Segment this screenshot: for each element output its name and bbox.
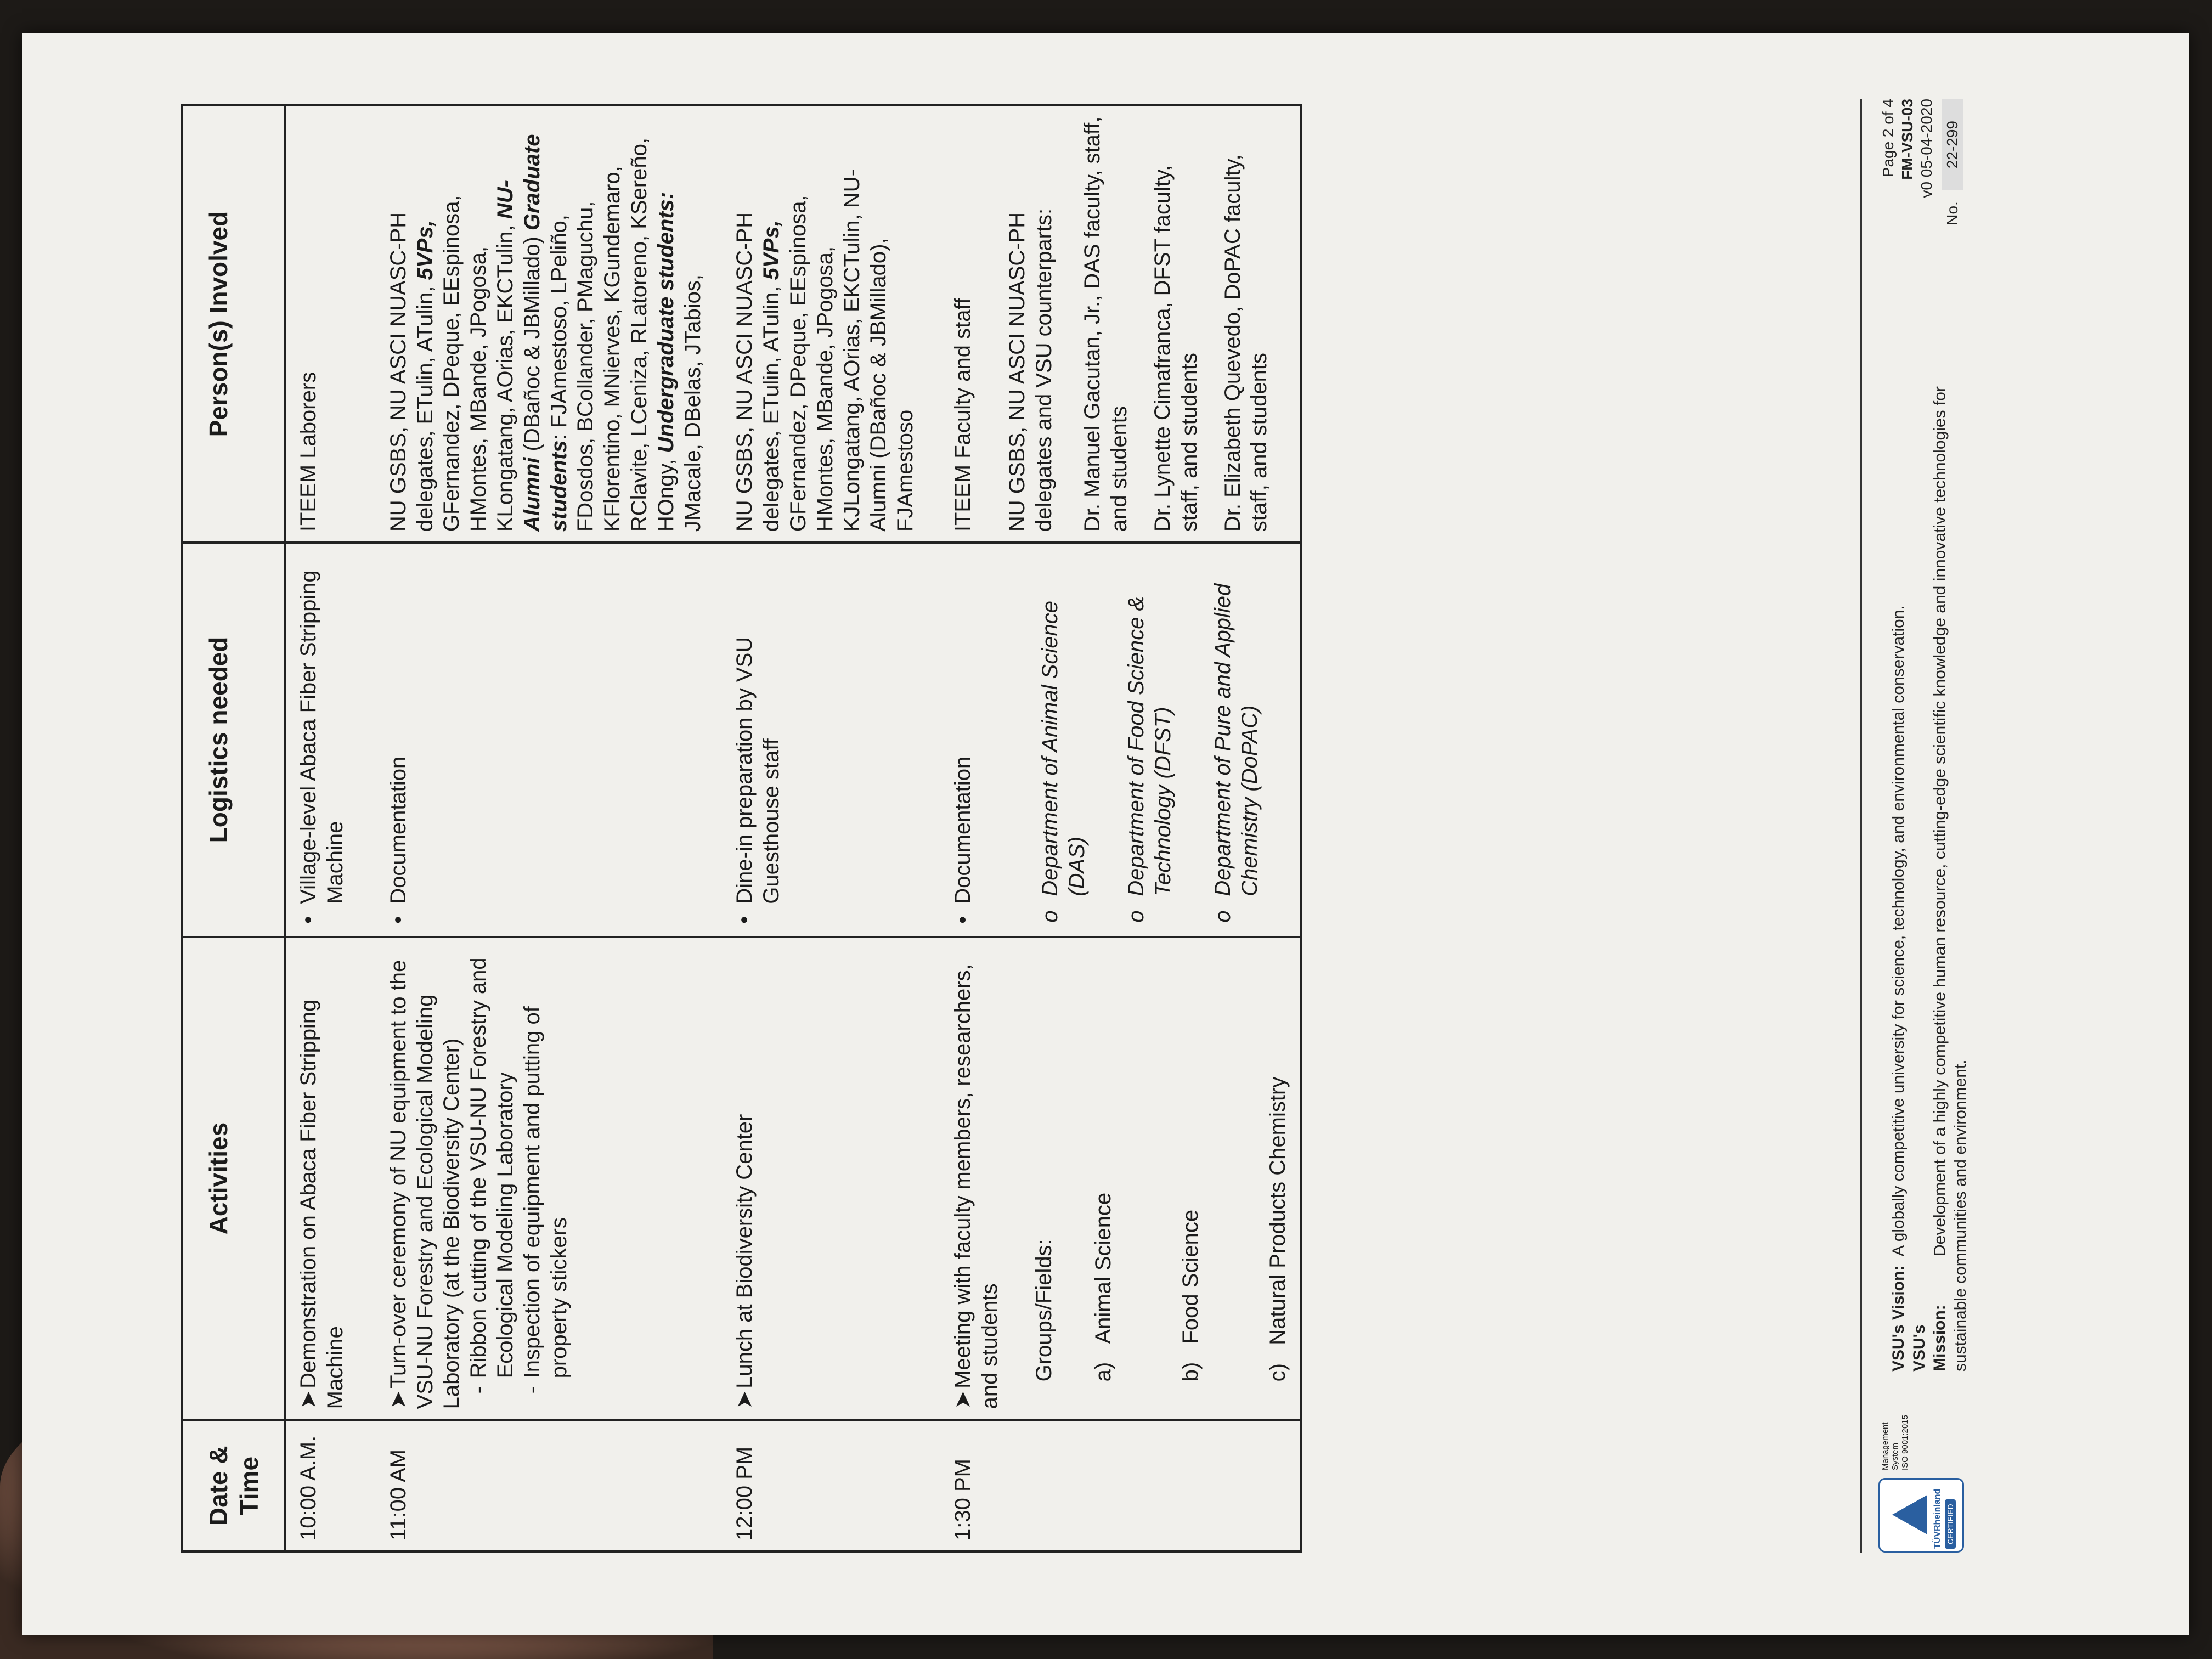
dept-item: o Department of Food Science & Technology (DFST) [1123,554,1177,926]
row-persons [715,105,928,543]
group-item [1177,948,1204,1409]
arrow-icon: ➤ [386,1390,410,1409]
mission-text: Development of a highly competitive human resource, cutting-edge scientific knowledge and innovative technologies for sustainable communities and environment. [1931,386,1970,1372]
persons-text: Dr. Lynette Cimafranca, DFST faculty, staff, and students [1150,165,1201,532]
header-persons: Person(s) Involved [182,105,285,543]
logo-cert: CERTIFIED [1945,1499,1956,1549]
row-time: 1:30 PM [928,1420,1301,1551]
persons-text: GFernandez, DPeque, EEspinosa, HMontes, MBande, JPogosa, KLongatang, AOrias, EKCTulin, [439,195,517,532]
ms-line2: ISO 9001:2015 [1900,1415,1910,1470]
ms-line1: Management System [1881,1422,1900,1470]
header-date-time: Date & Time [182,1420,285,1551]
persons-5vps: 5VPs, [413,220,437,280]
row-activity [715,937,928,1420]
triangle-icon [1892,1495,1927,1534]
form-version: v0 05-04-2020 [1918,99,1935,198]
persons-text: GFernandez, DPeque, EEspinosa, HMontes, MBande, JPogosa, KJLongatang, AOrias, EKCTulin, NU-Alumni (DBañoc & JBMillado), FJAmestoso [786,169,918,532]
row-time: 11:00 AM [358,1420,715,1551]
vision-line [1888,329,1909,1372]
table-row [715,105,928,1551]
group-name: Food Science [1178,1209,1203,1344]
undergrad-names: JMacale, DBelas, JTabios, [680,274,705,532]
header-activities: Activities [182,937,285,1420]
row-logistics [715,543,928,937]
no-value: 22-299 [1942,99,1963,190]
activity-text: Lunch at Biodiversity Center [732,1114,757,1389]
page-number: Page 2 of 4 [1880,99,1897,178]
persons-alumni: NU-Alumni [493,180,544,532]
persons-text: Dr. Elizabeth Quevedo, DoPAC faculty, staff, and students [1220,154,1272,532]
dept-item: o Department of Pure and Applied Chemistry (DoPAC) [1210,554,1263,926]
arrow-icon: ➤ [950,1390,975,1409]
persons-5vps: 5VPs, [759,220,784,280]
group-name: Animal Science [1091,1192,1116,1344]
group-item [1090,948,1117,1409]
activity-text: Demonstration on Abaca Fiber Stripping Machine [296,999,348,1409]
row-persons [928,105,1301,543]
group-marker: b) [1178,1362,1203,1382]
no-label: No. [1944,201,1961,225]
logo-brand: TÜVRheinland [1933,1488,1942,1549]
activity-text: Meeting with faculty members, researchers, and students [950,964,1002,1409]
doc-number [1943,99,1962,225]
row-logistics [358,543,715,937]
row-time: 12:00 PM [715,1420,928,1551]
row-activity [928,937,1301,1420]
vision-label: VSU's Vision: [1889,1265,1908,1372]
sub-activity: - Ribbon cutting of the VSU-NU Forestry and Ecological Modeling Laboratory [465,948,519,1409]
page-info [1878,99,1962,225]
row-persons [358,105,715,543]
row-persons: ITEEM Laborers [285,105,358,543]
logistics-item: • Documentation [950,554,977,926]
logistics-item: • Documentation [385,554,412,926]
grad-label: Graduate students [520,134,571,532]
group-item [1265,948,1291,1409]
group-marker: c) [1265,1363,1290,1382]
dept-item: o Department of Animal Science (DAS) [1037,554,1091,926]
undergrad-label: Undergraduate students: [653,191,678,453]
table-row [358,105,715,1551]
row-activity [358,937,715,1420]
group-marker: a) [1091,1362,1116,1382]
persons-text: NU GSBS, NU ASCI NUASC-PH delegates, ETulin, ATulin, [386,212,437,532]
persons-text: NU GSBS, NU ASCI NUASC-PH delegates and VSU counterparts: [1005,208,1056,532]
persons-text: ITEEM Faculty and staff [950,298,975,532]
form-code: FM-VSU-03 [1899,99,1916,180]
rotated-content [33,55,2145,1613]
persons-text: Dr. Manuel Gacutan, Jr., DAS faculty, staff, and students [1080,116,1132,532]
table-row [928,105,1301,1551]
mission-line [1909,329,1971,1372]
vision-mission [1888,329,1971,1372]
page-footer [1860,99,1970,1553]
row-logistics [285,543,358,937]
row-logistics [928,543,1301,937]
mission-label: VSU's Mission: [1910,1305,1949,1372]
arrow-icon: ➤ [732,1390,757,1409]
logistics-item: • Village-level Abaca Fiber Stripping Machine [295,554,349,926]
arrow-icon: ➤ [296,1390,321,1409]
row-time: 10:00 A.M. [285,1420,358,1551]
table-row [285,105,358,1551]
row-activity [285,937,358,1420]
document-page [22,33,2189,1635]
activity-text: Turn-over ceremony of NU equipment to the VSU-NU Forestry and Ecological Modeling Laboratory (at the Biodiversity Center) [386,960,464,1409]
group-name: Natural Products Chemistry [1265,1076,1290,1345]
grad-names: : FJAmestoso, LPeliño, FDosdos, BCollander, PMaguchu, KFlorentino, MNierves, KGundemaro, RClavite, LCeniza, RLatoreno, KSereño, HOngy, [546,137,678,532]
iso-label [1881,1399,1910,1470]
persons-text: NU GSBS, NU ASCI NUASC-PH delegates, ETulin, ATulin, [732,212,784,532]
logistics-item: • Dine-in preparation by VSU Guesthouse staff [731,554,785,926]
vision-text: A globally competitive university for science, technology, and environmental conservation. [1889,605,1908,1256]
table-header-row [182,105,285,1551]
schedule-table [181,104,1302,1553]
tuv-logo [1878,1478,1964,1553]
sub-activity: - Inspection of equipment and putting of property stickers [519,948,573,1409]
groups-label: Groups/Fields: [1031,1239,1056,1382]
persons-text: (DBañoc & JBMillado) [520,236,544,458]
header-logistics: Logistics needed [182,543,285,937]
